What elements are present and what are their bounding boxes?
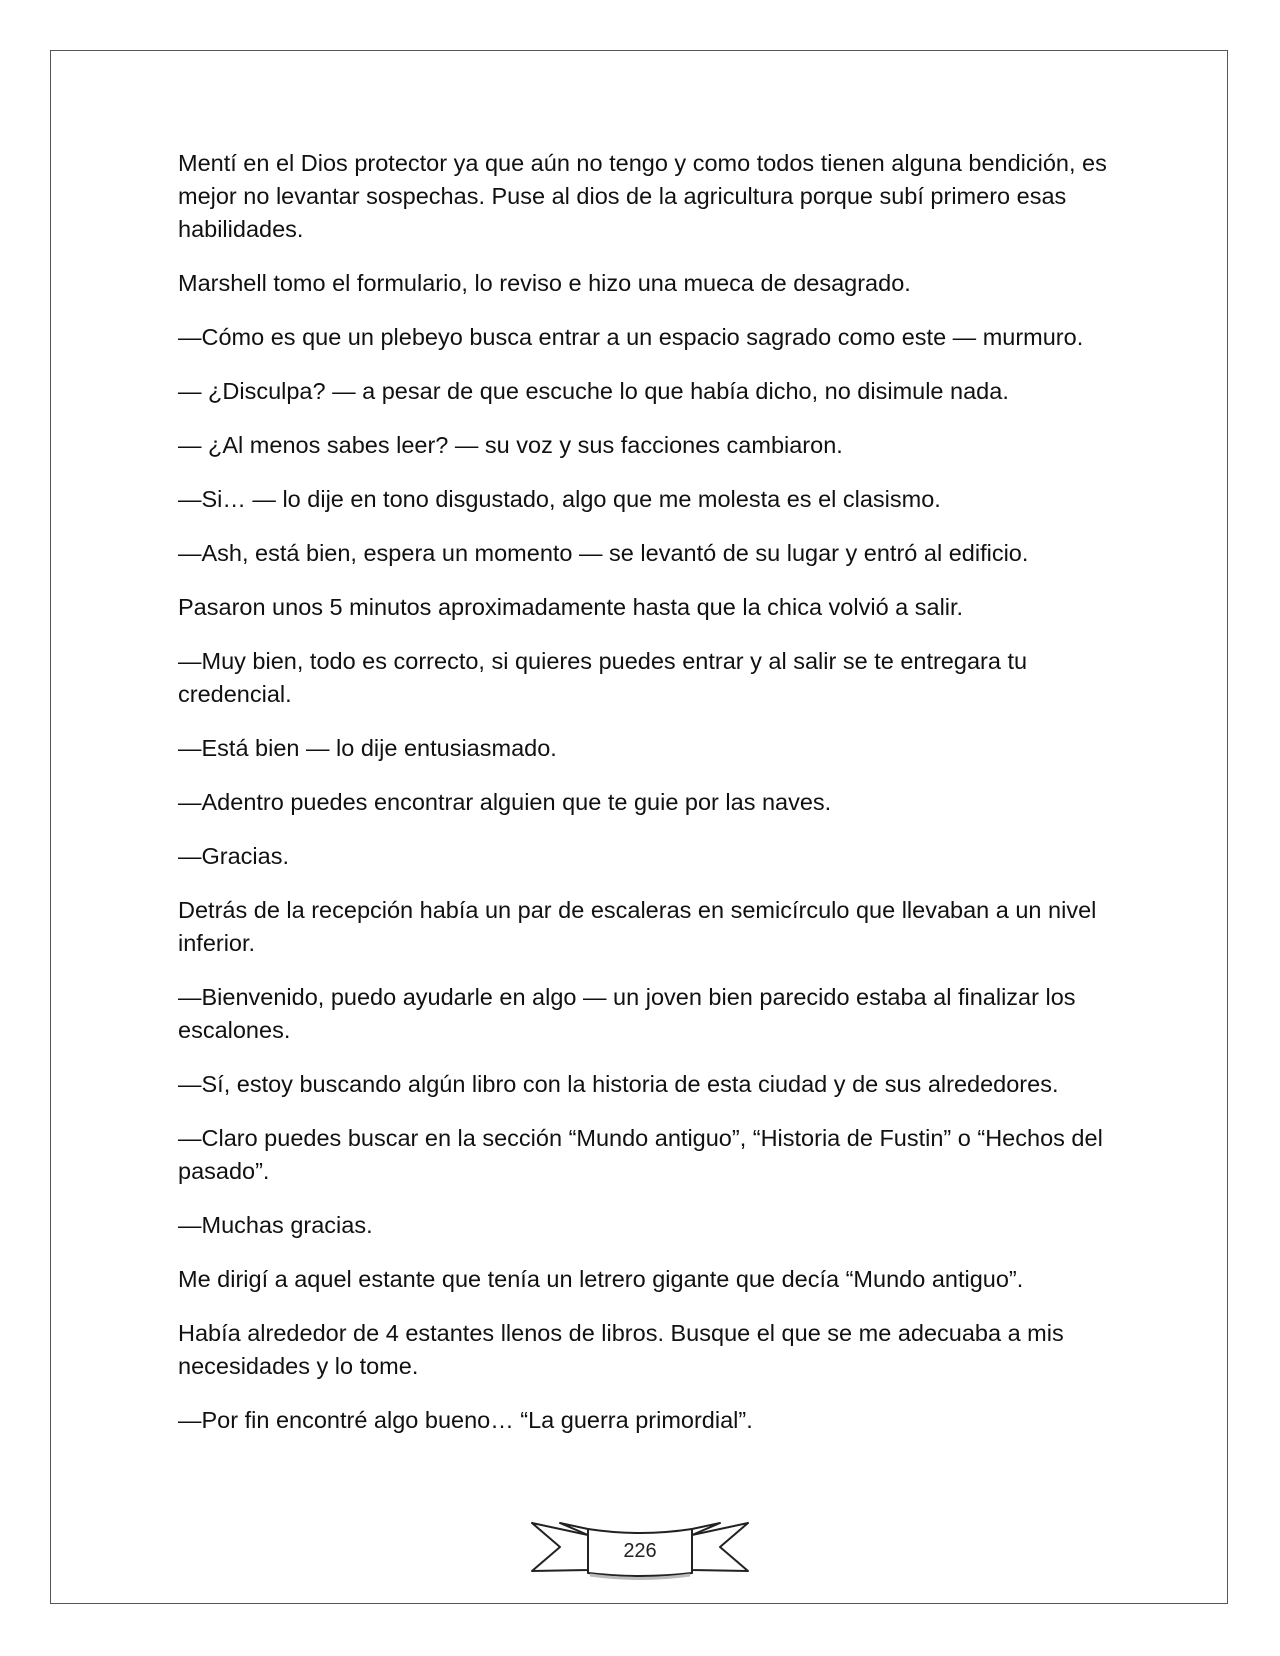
paragraph: —Bienvenido, puedo ayudarle en algo — un joven bien parecido estaba al finalizar los escalones. xyxy=(178,984,1076,1043)
paragraph: Había alrededor de 4 estantes llenos de libros. Busque el que se me adecuaba a mis necesidades y lo tome. xyxy=(178,1320,1064,1379)
paragraph: Mentí en el Dios protector ya que aún no tengo y como todos tienen alguna bendición, es mejor no levantar sospechas. Puse al dios de la agricultura porque subí primero esas habilidades. xyxy=(178,150,1107,242)
paragraph: Pasaron unos 5 minutos aproximadamente hasta que la chica volvió a salir. xyxy=(178,594,964,620)
paragraph: — ¿Disculpa? — a pesar de que escuche lo que había dicho, no disimule nada. xyxy=(178,378,1009,404)
paragraph: — ¿Al menos sabes leer? — su voz y sus facciones cambiaron. xyxy=(178,432,843,458)
paragraph: —Muchas gracias. xyxy=(178,1212,373,1238)
paragraph: —Claro puedes buscar en la sección “Mundo antiguo”, “Historia de Fustin” o “Hechos del pasado”. xyxy=(178,1125,1103,1184)
paragraph: Detrás de la recepción había un par de escaleras en semicírculo que llevaban a un nivel inferior. xyxy=(178,897,1097,956)
paragraph: Marshell tomo el formulario, lo reviso e hizo una mueca de desagrado. xyxy=(178,270,911,296)
paragraph: —Gracias. xyxy=(178,843,289,869)
body-text xyxy=(178,147,1118,1458)
paragraph: —Ash, está bien, espera un momento — se levantó de su lugar y entró al edificio. xyxy=(178,540,1029,566)
paragraph: —Si… — lo dije en tono disgustado, algo que me molesta es el clasismo. xyxy=(178,486,941,512)
page-number: 226 xyxy=(623,1540,657,1562)
paragraph: —Sí, estoy buscando algún libro con la historia de esta ciudad y de sus alrededores. xyxy=(178,1071,1059,1097)
paragraph: —Adentro puedes encontrar alguien que te guie por las naves. xyxy=(178,789,832,815)
paragraph: —Cómo es que un plebeyo busca entrar a un espacio sagrado como este — murmuro. xyxy=(178,324,1084,350)
paragraph: —Por fin encontré algo bueno… “La guerra primordial”. xyxy=(178,1407,753,1433)
paragraph: Me dirigí a aquel estante que tenía un letrero gigante que decía “Mundo antiguo”. xyxy=(178,1266,1024,1292)
paragraph: —Está bien — lo dije entusiasmado. xyxy=(178,735,557,761)
paragraph: —Muy bien, todo es correcto, si quieres puedes entrar y al salir se te entregara tu credencial. xyxy=(178,648,1028,707)
